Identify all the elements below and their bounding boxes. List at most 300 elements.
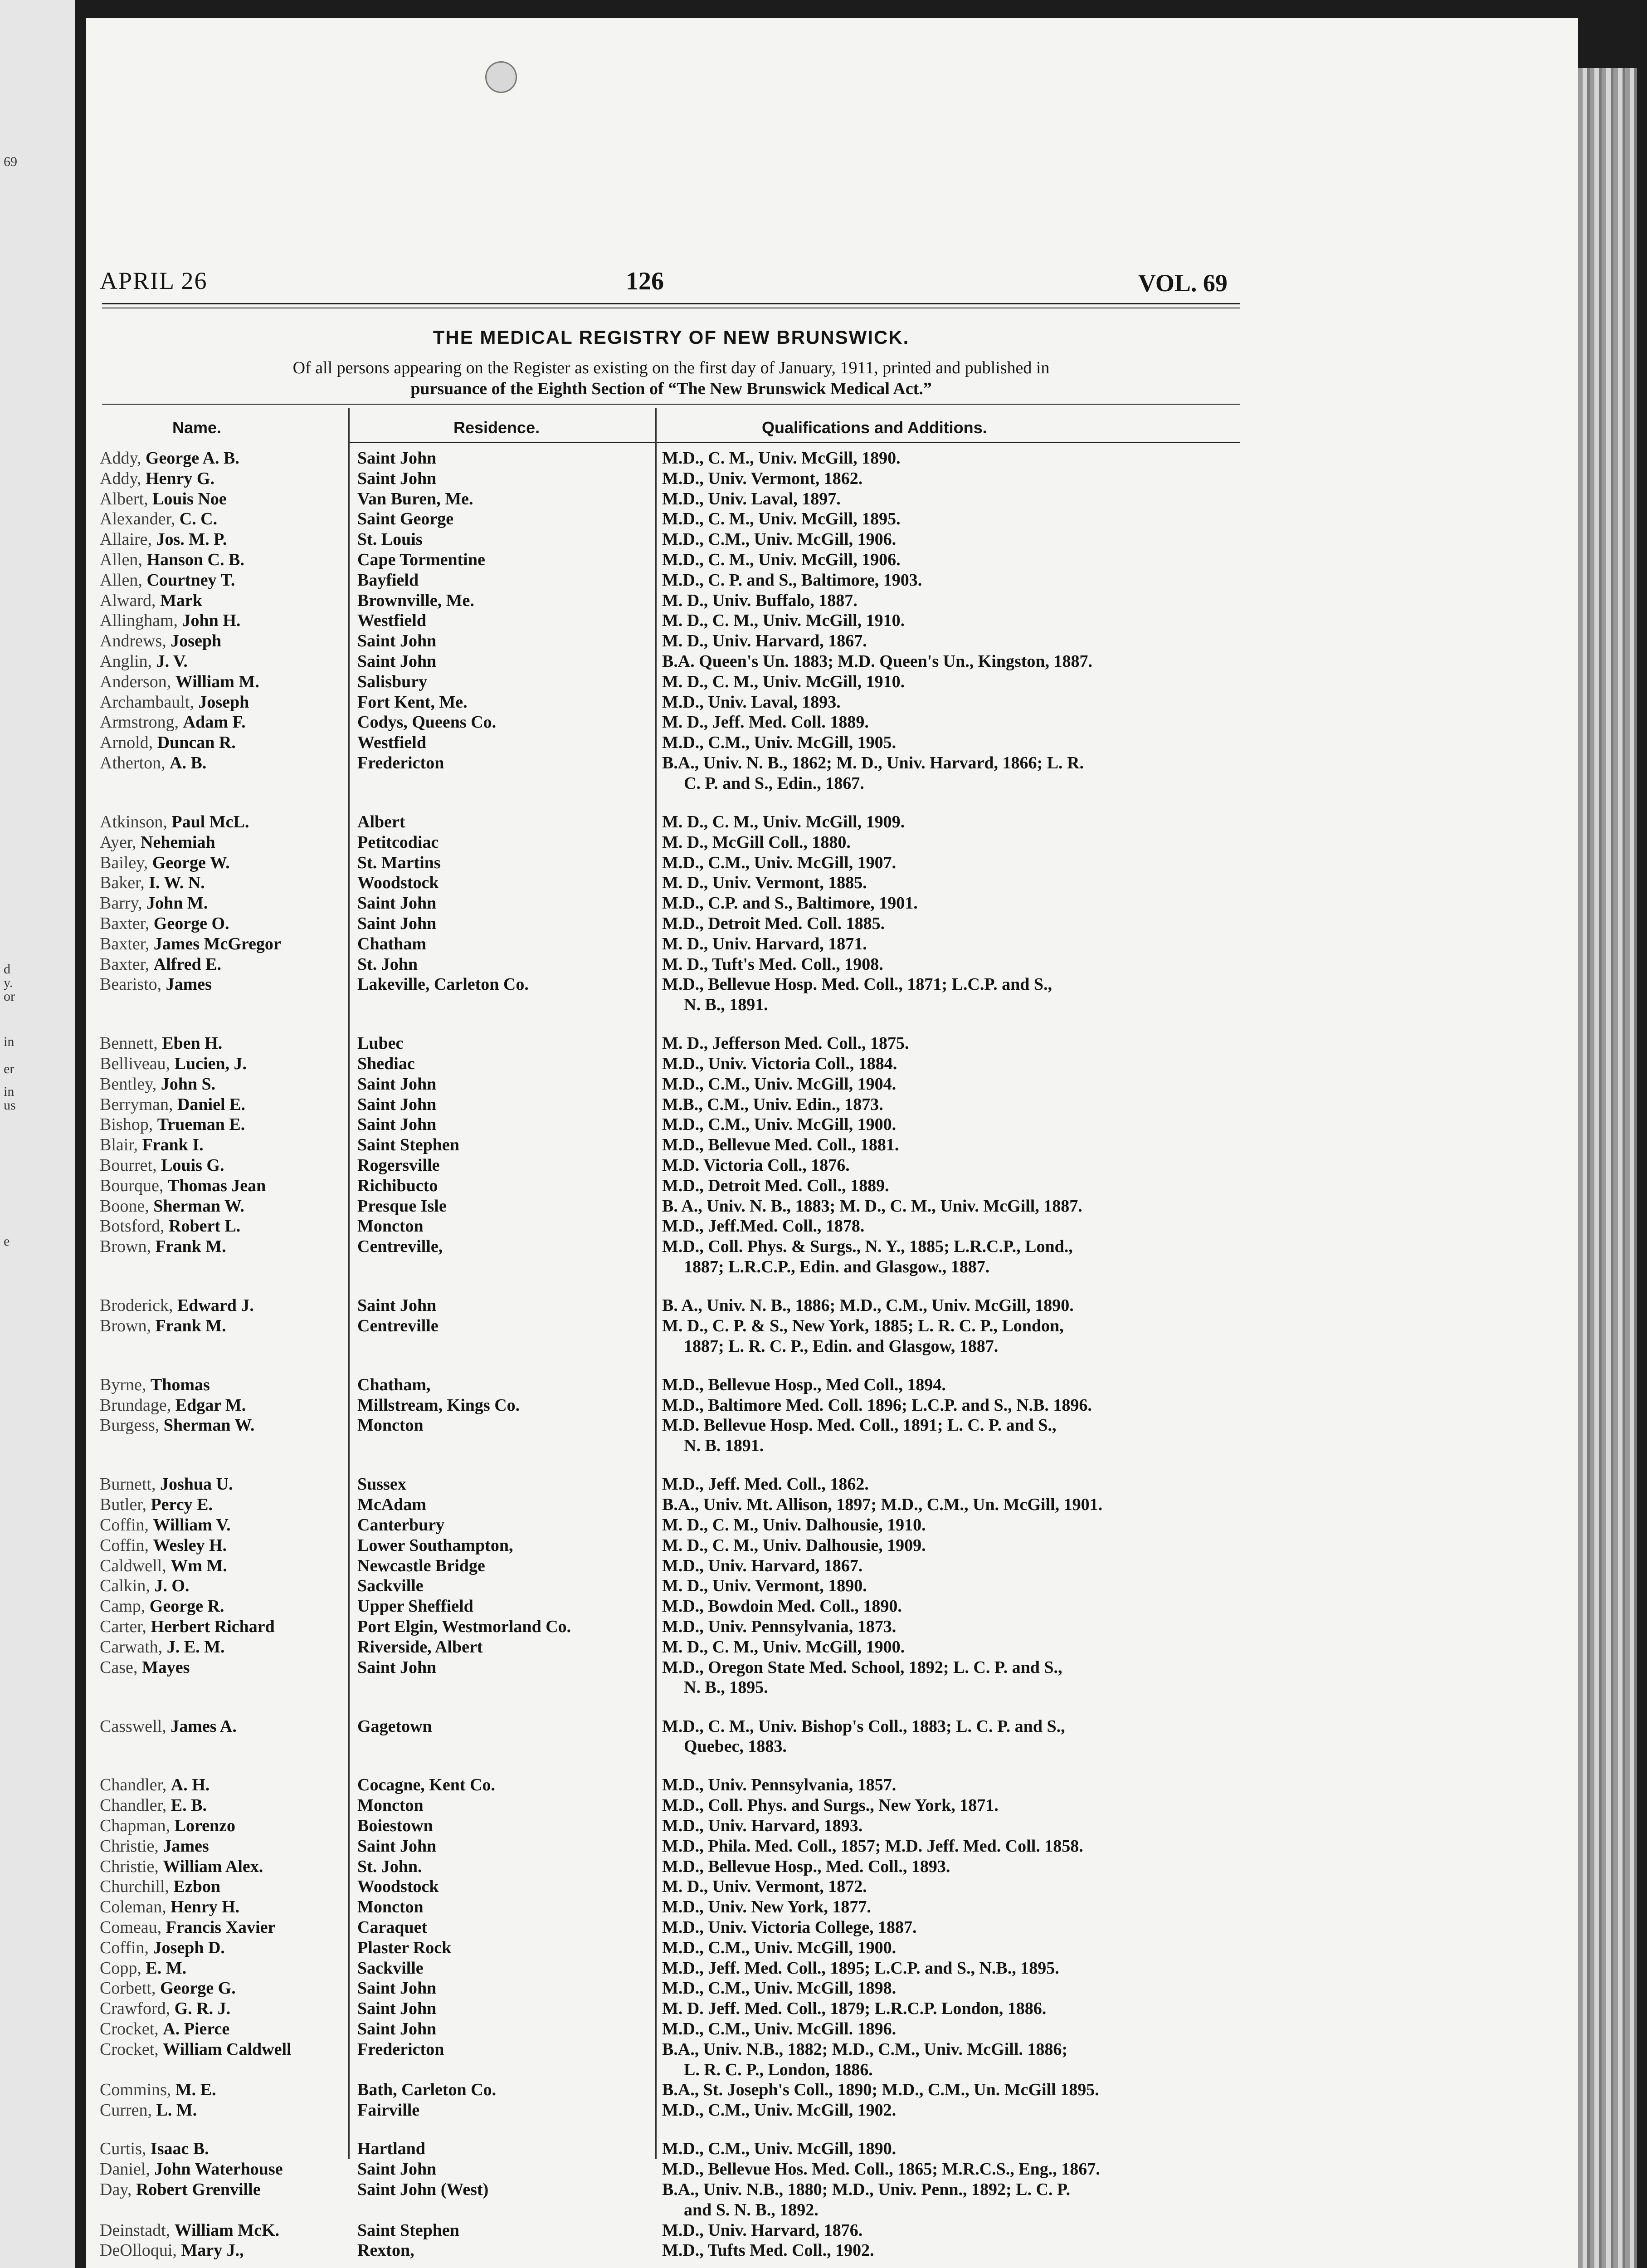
registrant-first-name: Robert Grenville [136, 2180, 261, 2199]
registrant-first-name: Trueman E. [157, 1115, 245, 1134]
registrant-last-name: Burgess, [100, 1416, 164, 1435]
subtitle-line: Of all persons appearing on the Register as existing on the first day of January, 1911, printed and published in [292, 358, 1050, 377]
registrant-qualification: M.D., Jeff. Med. Coll., 1895; L.C.P. and S., N.B., 1895. [662, 1958, 1059, 1978]
registrant-name [100, 832, 215, 852]
registrant-residence: Saint John [357, 2019, 437, 2039]
registrant-residence: Hartland [357, 2139, 425, 2159]
registrant-name [100, 1033, 222, 1053]
registrant-qualification: M. D., Univ. Vermont, 1890. [662, 1576, 867, 1596]
registrant-first-name: Jos. M. P. [156, 530, 227, 549]
registrant-last-name: Allen, [100, 570, 147, 590]
registrant-residence: Cocagne, Kent Co. [357, 1775, 495, 1795]
registrant-last-name: Butler, [100, 1495, 151, 1515]
registrant-first-name: Alfred E. [153, 954, 221, 974]
registrant-last-name: Coffin, [100, 1938, 153, 1957]
registrant-last-name: Case, [100, 1657, 142, 1677]
registrant-residence: Woodstock [357, 1877, 439, 1897]
registrant-qualification: M.D., Univ. Harvard, 1876. [662, 2220, 863, 2240]
registrant-last-name: Corbett, [100, 1979, 160, 1998]
registrant-residence: Saint John [357, 1657, 437, 1677]
registrant-last-name: Ayer, [100, 832, 141, 852]
registrant-first-name: James [166, 975, 212, 994]
registrant-residence: Rexton, [357, 2241, 414, 2260]
registrant-last-name: Blair, [100, 1135, 142, 1155]
registrant-last-name: Christie, [100, 1836, 163, 1856]
registrant-last-name: Brundage, [100, 1395, 175, 1415]
registrant-name [100, 1495, 213, 1515]
registrant-first-name: George W. [152, 853, 230, 872]
registrant-name [100, 448, 239, 468]
registrant-name [100, 2039, 292, 2059]
registrant-qualification: M.D., Bowdoin Med. Coll., 1890. [662, 1597, 902, 1616]
registrant-first-name: J. V. [156, 652, 188, 671]
registrant-qualification: M.D., C. P. and S., Baltimore, 1903. [662, 570, 922, 590]
column-header-residence: Residence. [453, 418, 540, 437]
registrant-first-name: Ezbon [173, 1877, 221, 1897]
registrant-name [100, 651, 188, 671]
left-fragment: e [4, 1234, 10, 1249]
registrant-qualification: N. B., 1891. [684, 995, 768, 1015]
registrant-residence: Bayfield [357, 570, 419, 590]
registrant-residence: Moncton [357, 1796, 424, 1815]
registrant-qualification: M. D., Jeff. Med. Coll. 1889. [662, 713, 869, 732]
registrant-qualification: M.D., Jeff.Med. Coll., 1878. [662, 1217, 865, 1236]
registrant-first-name: Joseph D. [153, 1938, 225, 1957]
registrant-name [100, 2159, 283, 2179]
registrant-last-name: Daniel, [100, 2160, 155, 2179]
registrant-first-name: I. W. N. [149, 873, 205, 893]
registrant-first-name: Thomas [150, 1375, 210, 1394]
registrant-first-name: A. H. [171, 1775, 210, 1795]
registrant-last-name: Bentley, [100, 1074, 161, 1094]
registrant-residence: Lower Southampton, [357, 1535, 513, 1555]
registrant-last-name: Alward, [100, 591, 160, 610]
registrant-name [100, 1556, 227, 1576]
registrant-qualification: M.D., C.P. and S., Baltimore, 1901. [662, 894, 918, 913]
document-title: THE MEDICAL REGISTRY OF NEW BRUNSWICK. [433, 327, 910, 348]
registrant-residence: Van Buren, Me. [357, 489, 473, 508]
registrant-first-name: William V. [153, 1515, 231, 1535]
registrant-residence: Albert [357, 812, 405, 831]
registrant-qualification: M.D., Oregon State Med. School, 1892; L. C. P. and S., [662, 1657, 1062, 1677]
registrant-name [100, 1395, 246, 1415]
registrant-last-name: Allaire, [100, 530, 156, 549]
registrant-last-name: Brown, [100, 1316, 156, 1335]
registrant-residence: Saint John [357, 1095, 437, 1114]
registrant-residence: Woodstock [357, 873, 439, 893]
registrant-last-name: Crawford, [100, 1999, 175, 2019]
registrant-residence: Saint George [357, 509, 454, 529]
registrant-residence: Chatham, [357, 1375, 431, 1394]
left-fragment: in [4, 1084, 15, 1099]
registrant-qualification: M.D., Detroit Med. Coll. 1885. [662, 914, 885, 933]
registrant-name [100, 509, 217, 529]
registrant-residence: Presque Isle [357, 1196, 447, 1216]
registrant-residence: Moncton [357, 1897, 424, 1917]
registrant-first-name: M. E. [175, 2080, 216, 2100]
registrant-first-name: Eben H. [162, 1034, 223, 1053]
registrant-first-name: C. C. [179, 509, 218, 529]
registrant-qualification: and S. N. B., 1892. [684, 2200, 819, 2219]
registrant-name [100, 1596, 224, 1616]
registrant-first-name: Percy E. [151, 1495, 213, 1515]
registrant-last-name: Coffin, [100, 1535, 153, 1555]
registrant-name [100, 812, 249, 832]
registrant-first-name: Joseph [171, 631, 222, 651]
registrant-name [100, 893, 208, 913]
page-number: 126 [626, 267, 664, 295]
registrant-name [100, 1295, 254, 1315]
registrant-first-name: Mark [160, 591, 202, 610]
registrant-first-name: Lucien, J. [174, 1054, 247, 1074]
registrant-last-name: Bourque, [100, 1176, 168, 1195]
registrant-residence: St. Martins [357, 853, 441, 872]
book-page-edges [1578, 68, 1637, 2268]
registrant-residence: Saint John [357, 652, 437, 671]
registrant-residence: Gagetown [357, 1716, 432, 1736]
left-fragment: y. [4, 975, 13, 990]
registrant-name [100, 1237, 226, 1256]
registrant-qualification: M. D., C. M., Univ. McGill, 1909. [662, 812, 905, 831]
registrant-name [100, 712, 246, 732]
registrant-name [100, 1176, 266, 1196]
registrant-first-name: Henry H. [171, 1897, 240, 1917]
registrant-qualification: M. D., McGill Coll., 1880. [662, 832, 851, 852]
registrant-first-name: Sherman W. [163, 1416, 255, 1435]
registrant-residence: Caraquet [357, 1918, 428, 1937]
registrant-qualification: M.D., Coll. Phys. & Surgs., N. Y., 1885; L.R.C.P., Lond., [662, 1237, 1073, 1256]
registrant-first-name: A. B. [170, 753, 207, 772]
registrant-residence: Sackville [357, 1958, 424, 1978]
registrant-last-name: Chandler, [100, 1775, 171, 1795]
registrant-name [100, 631, 221, 651]
registrant-first-name: J. O. [154, 1576, 190, 1596]
registrant-last-name: Belliveau, [100, 1054, 175, 1074]
registrant-first-name: G. R. J. [174, 1999, 231, 2019]
registrant-qualification: M. D., C. M., Univ. McGill, 1900. [662, 1637, 905, 1657]
registrant-residence: Sussex [357, 1475, 406, 1494]
registrant-qualification: M. D., Univ. Harvard, 1871. [662, 934, 867, 953]
registrant-last-name: Baxter, [100, 914, 154, 933]
registrant-qualification: M.D., C.M., Univ. McGill, 1900. [662, 1115, 897, 1134]
registrant-last-name: Day, [100, 2180, 136, 2199]
registrant-qualification: M.D., Phila. Med. Coll., 1857; M.D. Jeff. Med. Coll. 1858. [662, 1836, 1083, 1856]
left-fragment: d [4, 962, 10, 977]
registrant-last-name: Bearisto, [100, 975, 166, 994]
registrant-name [100, 1795, 207, 1815]
registrant-residence: Saint Stephen [357, 1135, 459, 1155]
registrant-residence: Fredericton [357, 753, 444, 772]
registrant-residence: Saint John [357, 894, 437, 913]
registrant-last-name: Chandler, [100, 1796, 171, 1815]
registrant-last-name: Churchill, [100, 1877, 174, 1897]
registrant-residence: Saint John [357, 1074, 437, 1094]
registrant-last-name: Commins, [100, 2080, 175, 2100]
registrant-qualification: M. D., Univ. Harvard, 1867. [662, 631, 867, 651]
registrant-qualification: Quebec, 1883. [684, 1737, 787, 1756]
registrant-residence: Salisbury [357, 672, 428, 691]
registrant-qualification: M.D., C.M., Univ. McGill, 1906. [662, 530, 897, 549]
registrant-last-name: Allingham, [100, 611, 182, 631]
registrant-residence: St. Louis [357, 530, 423, 549]
registrant-qualification: M.D., C. M., Univ. McGill, 1895. [662, 509, 901, 529]
registrant-residence: Canterbury [357, 1515, 445, 1535]
registrant-name [100, 1074, 215, 1094]
registrant-name [100, 1617, 275, 1637]
registrant-qualification: L. R. C. P., London, 1886. [684, 2060, 873, 2079]
registrant-name [100, 1415, 254, 1435]
registrant-residence: Millstream, Kings Co. [357, 1395, 520, 1415]
registrant-first-name: Daniel E. [177, 1095, 245, 1114]
registrant-first-name: L. M. [156, 2101, 197, 2120]
registrant-residence: Saint John [357, 1999, 437, 2019]
registrant-residence: Bath, Carleton Co. [357, 2080, 497, 2100]
registrant-first-name: James McGregor [153, 934, 281, 953]
registrant-qualification: M.D. Victoria Coll., 1876. [662, 1156, 850, 1175]
registrant-residence: Richibucto [357, 1176, 438, 1195]
issue-date: APRIL 26 [100, 267, 208, 294]
registrant-last-name: Andrews, [100, 631, 171, 651]
registrant-last-name: Bennett, [100, 1034, 162, 1053]
registrant-first-name: Henry G. [145, 469, 214, 488]
registrant-name [100, 1857, 263, 1877]
registrant-name [100, 1958, 186, 1978]
registrant-residence: Saint John [357, 1836, 437, 1856]
registrant-first-name: George O. [153, 914, 229, 933]
registrant-last-name: Chapman, [100, 1816, 175, 1836]
registrant-residence: Port Elgin, Westmorland Co. [357, 1617, 571, 1636]
registrant-qualification: M.D., C.M., Univ. McGill, 1907. [662, 853, 897, 872]
registrant-last-name: Burnett, [100, 1475, 160, 1494]
registrant-qualification: M.D., C.M., Univ. McGill, 1890. [662, 2139, 897, 2159]
registrant-name [100, 2180, 261, 2200]
registrant-residence: Cape Tormentine [357, 550, 485, 569]
registrant-residence: Saint John [357, 914, 437, 933]
registrant-qualification: M.D., Univ. Victoria College, 1887. [662, 1918, 917, 1937]
registrant-last-name: Arnold, [100, 733, 157, 753]
registrant-last-name: Botsford, [100, 1217, 169, 1236]
registrant-qualification: B. A., Univ. N. B., 1883; M. D., C. M., Univ. McGill, 1887. [662, 1196, 1082, 1216]
registrant-name [100, 672, 259, 692]
registrant-last-name: Albert, [100, 489, 153, 508]
registrant-last-name: Bourret, [100, 1156, 161, 1175]
registrant-qualification: 1887; L. R. C. P., Edin. and Glasgow, 1887. [684, 1336, 999, 1356]
registrant-qualification: M.D., C. M., Univ. McGill, 1890. [662, 449, 901, 468]
registrant-last-name: Bishop, [100, 1115, 157, 1134]
registrant-qualification: B.A., Univ. N.B., 1882; M.D., C.M., Univ. McGill. 1886; [662, 2039, 1068, 2059]
registrant-name [100, 954, 221, 974]
registrant-last-name: Brown, [100, 1237, 156, 1256]
registrant-last-name: Christie, [100, 1857, 163, 1876]
registrant-residence: Newcastle Bridge [357, 1556, 485, 1575]
registrant-last-name: Anglin, [100, 652, 156, 671]
registrant-qualification: M.D., Bellevue Hosp., Med Coll., 1894. [662, 1375, 946, 1394]
registrant-last-name: Calkin, [100, 1576, 155, 1596]
registrant-last-name: Carwath, [100, 1637, 167, 1657]
registrant-first-name: E. B. [171, 1796, 207, 1815]
registrant-last-name: Byrne, [100, 1375, 151, 1394]
registrant-first-name: George G. [160, 1979, 236, 1998]
registrant-qualification: B.A., Univ. Mt. Allison, 1897; M.D., C.M., Un. McGill, 1901. [662, 1495, 1103, 1515]
registrant-first-name: William McK. [174, 2220, 280, 2240]
registrant-residence: Fort Kent, Me. [357, 692, 468, 712]
registrant-qualification: M. D., C. M., Univ. Dalhousie, 1909. [662, 1535, 926, 1555]
registrant-name [100, 570, 235, 590]
registrant-qualification: N. B. 1891. [684, 1436, 764, 1456]
registrant-name [100, 1637, 224, 1657]
registrant-name [100, 550, 244, 570]
left-fragment: in [4, 1034, 15, 1049]
registrant-residence: Riverside, Albert [357, 1637, 483, 1657]
registrant-qualification: M. D., C. P. & S., New York, 1885; L. R. C. P., London, [662, 1316, 1064, 1335]
registrant-last-name: Carter, [100, 1617, 151, 1636]
registrant-name [100, 914, 229, 934]
registrant-first-name: James A. [171, 1716, 237, 1736]
registrant-first-name: Adam F. [183, 713, 246, 732]
registrant-name [100, 2240, 244, 2260]
registrant-qualification: 1887; L.R.C.P., Edin. and Glasgow., 1887. [684, 1257, 990, 1277]
registrant-residence: Boiestown [357, 1816, 433, 1836]
registrant-qualification: M.D., Univ. Harvard, 1893. [662, 1816, 863, 1836]
registrant-first-name: Frank M. [155, 1316, 226, 1335]
registrant-first-name: William Alex. [163, 1857, 263, 1876]
registrant-qualification: M.D., Detroit Med. Coll., 1889. [662, 1176, 889, 1195]
registrant-qualification: M.D., Univ. Victoria Coll., 1884. [662, 1054, 897, 1074]
registrant-qualification: M.D., C.M., Univ. McGill, 1902. [662, 2101, 897, 2120]
registrant-last-name: Camp, [100, 1597, 150, 1616]
registrant-first-name: John S. [161, 1074, 216, 1094]
registrant-last-name: Caldwell, [100, 1556, 171, 1575]
registrant-first-name: Francis Xavier [166, 1918, 276, 1937]
registrant-first-name: William M. [175, 672, 259, 691]
registrant-last-name: Baker, [100, 873, 149, 893]
registrant-name [100, 1897, 239, 1917]
registrant-qualification: M.D., Univ. Harvard, 1867. [662, 1556, 863, 1575]
registrant-residence: Fairville [357, 2101, 420, 2120]
registrant-name [100, 1716, 237, 1736]
registrant-qualification: M. D., C. M., Univ. Dalhousie, 1910. [662, 1515, 926, 1535]
registrant-last-name: Berryman, [100, 1095, 177, 1114]
registrant-name [100, 1917, 275, 1937]
registrant-qualification: M.D., C.M., Univ. McGill. 1896. [662, 2019, 897, 2039]
registrant-name [100, 2220, 279, 2240]
registrant-first-name: Paul McL. [171, 812, 249, 831]
registrant-first-name: Louis G. [161, 1156, 224, 1175]
registrant-first-name: Joshua U. [160, 1475, 233, 1494]
registrant-qualification: C. P. and S., Edin., 1867. [684, 773, 864, 793]
registrant-residence: Rogersville [357, 1156, 440, 1175]
registrant-last-name: Atherton, [100, 753, 170, 772]
registrant-qualification: M.D., Bellevue Med. Coll., 1881. [662, 1135, 899, 1155]
registrant-qualification: M.D., Bellevue Hosp., Med. Coll., 1893. [662, 1857, 950, 1876]
registrant-first-name: Duncan R. [157, 733, 236, 753]
registrant-last-name: Crocket, [100, 2019, 163, 2039]
registrant-residence: Moncton [357, 1217, 424, 1236]
registrant-qualification: M. D., Univ. Vermont, 1872. [662, 1877, 867, 1897]
registrant-residence: Westfield [357, 733, 426, 753]
registrant-last-name: Armstrong, [100, 713, 183, 732]
registrant-residence: Codys, Queens Co. [357, 713, 497, 732]
registrant-residence: Fredericton [357, 2039, 444, 2059]
registrant-first-name: Herbert Richard [151, 1617, 275, 1636]
registrant-last-name: Addy, [100, 469, 146, 488]
registrant-residence: Saint John [357, 2160, 437, 2179]
registry-entries [86, 18, 1578, 2268]
registrant-name [100, 733, 236, 753]
registrant-qualification: M.D., Univ. New York, 1877. [662, 1897, 871, 1917]
registrant-name [100, 2080, 216, 2100]
registrant-first-name: Frank M. [155, 1237, 226, 1256]
registrant-last-name: Atkinson, [100, 812, 172, 831]
left-fragment: 69 [4, 154, 17, 169]
registrant-first-name: Robert L. [169, 1217, 241, 1236]
registrant-residence: Chatham [357, 934, 427, 953]
registrant-qualification: M.D., C.M., Univ. McGill, 1904. [662, 1074, 897, 1094]
registrant-first-name: J. E. M. [166, 1637, 225, 1657]
registrant-qualification: B.A., Univ. N.B., 1880; M.D., Univ. Penn., 1892; L. C. P. [662, 2180, 1071, 2199]
registrant-qualification: M. D., C. M., Univ. McGill, 1910. [662, 611, 905, 631]
registrant-qualification: M.D., Univ. Vermont, 1862. [662, 469, 863, 488]
registrant-name [100, 1135, 204, 1155]
registrant-name [100, 1196, 244, 1216]
registrant-qualification: M. D., Tuft's Med. Coll., 1908. [662, 954, 883, 974]
subtitle-line: pursuance of the Eighth Section of “The New Brunswick Medical Act.” [410, 379, 932, 398]
registrant-last-name: Casswell, [100, 1716, 171, 1736]
registrant-first-name: Isaac B. [150, 2139, 209, 2159]
adjacent-page-edge [0, 0, 75, 2268]
registrant-last-name: Crocket, [100, 2039, 163, 2059]
registrant-qualification: M.D., C.M., Univ. McGill, 1905. [662, 733, 897, 753]
registrant-qualification: M.D., Bellevue Hosp. Med. Coll., 1871; L.C.P. and S., [662, 975, 1052, 994]
registrant-last-name: Coleman, [100, 1897, 171, 1917]
registrant-first-name: Joseph [198, 692, 249, 712]
registrant-first-name: Thomas Jean [167, 1176, 266, 1195]
registrant-residence: Saint John [357, 469, 437, 488]
registrant-first-name: Wm M. [171, 1556, 227, 1575]
registrant-name [100, 1474, 233, 1494]
registrant-last-name: Barry, [100, 894, 147, 913]
registrant-last-name: DeOlloqui, [100, 2241, 181, 2260]
registrant-last-name: Deinstadt, [100, 2220, 175, 2240]
registrant-residence: Saint John [357, 449, 437, 468]
registrant-residence: Saint John [357, 1115, 437, 1134]
registrant-residence: Lubec [357, 1034, 404, 1053]
registrant-name [100, 1938, 225, 1958]
registrant-last-name: Curtis, [100, 2139, 151, 2159]
registrant-first-name: Edgar M. [175, 1395, 246, 1415]
registrant-qualification: M.D., Tufts Med. Coll., 1902. [662, 2241, 874, 2260]
registrant-residence: Lakeville, Carleton Co. [357, 975, 529, 994]
registrant-residence: Moncton [357, 1416, 424, 1435]
left-fragment: us [4, 1098, 16, 1113]
registrant-residence: Upper Sheffield [357, 1597, 473, 1616]
registrant-first-name: Courtney T. [146, 570, 235, 590]
registrant-first-name: George R. [149, 1597, 224, 1616]
registrant-name [100, 1316, 226, 1336]
registrant-name [100, 1054, 247, 1074]
registrant-first-name: John M. [146, 894, 208, 913]
registrant-qualification: M.D., Univ. Pennsylvania, 1873. [662, 1617, 897, 1636]
registrant-name [100, 529, 227, 549]
registrant-name [100, 1095, 245, 1114]
registrant-residence: Brownville, Me. [357, 591, 474, 610]
registrant-residence: Plaster Rock [357, 1938, 452, 1957]
registrant-last-name: Comeau, [100, 1918, 166, 1937]
column-header-name: Name. [172, 418, 222, 437]
registrant-name [100, 1816, 235, 1836]
registrant-first-name: Wesley H. [153, 1535, 227, 1555]
registrant-last-name: Anderson, [100, 672, 175, 691]
